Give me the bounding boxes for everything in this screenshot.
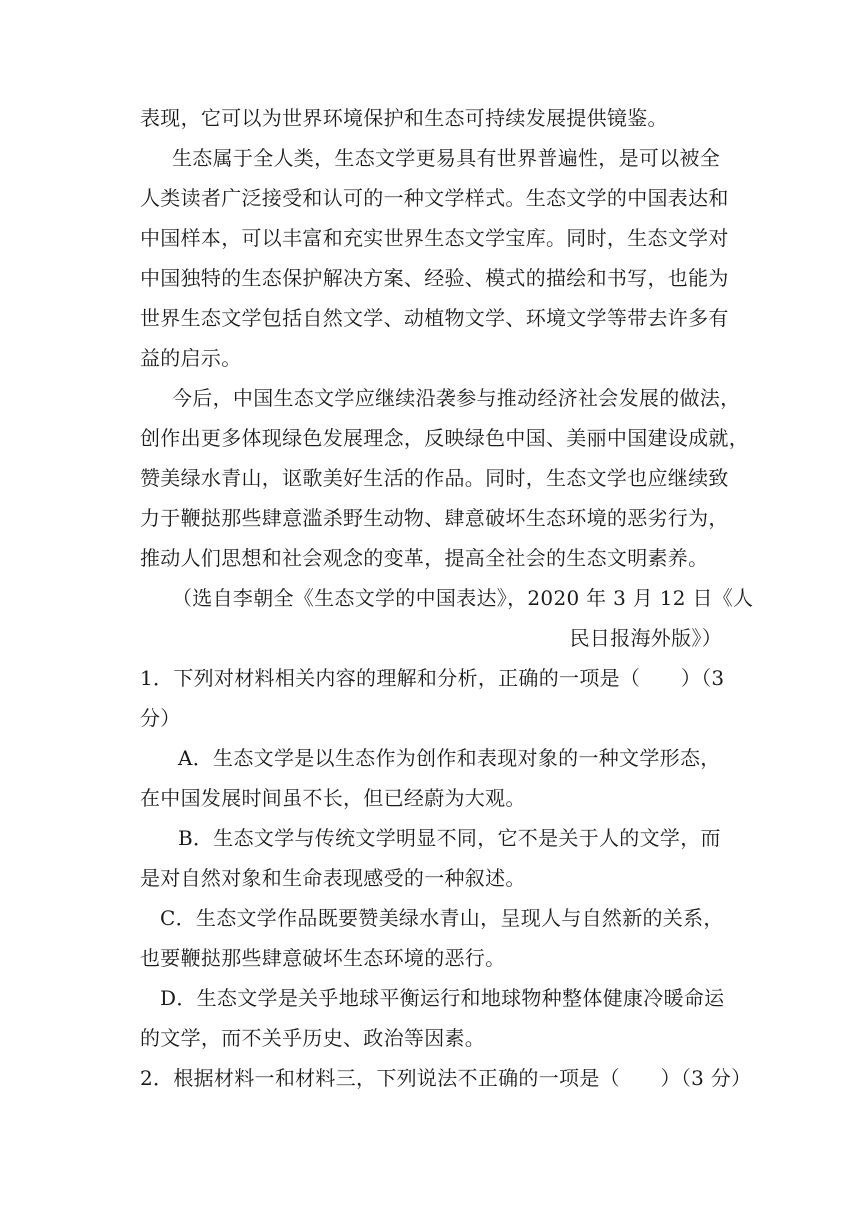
option-c: C．生态文学作品既要赞美绿水青山，呈现人与自然新的关系， — [160, 906, 724, 930]
option-a: 在中国发展时间虽不长，但已经蔚为大观。 — [140, 786, 526, 810]
paragraph-line: 推动人们思想和社会观念的变革，提高全社会的生态文明素养。 — [140, 546, 709, 570]
paragraph-line: 创作出更多体现绿色发展理念，反映绿色中国、美丽中国建设成就， — [140, 426, 749, 450]
paragraph-line: 中国独特的生态保护解决方案、经验、模式的描绘和书写，也能为 — [140, 266, 729, 290]
question-2-stem: 2．根据材料一和材料三，下列说法不正确的一项是（ ）（3 分） — [140, 1066, 752, 1090]
question-1-stem: 1．下列对材料相关内容的理解和分析，正确的一项是（ ）（3 — [140, 666, 725, 690]
paragraph-line: 生态属于全人类，生态文学更易具有世界普遍性，是可以被全 — [172, 146, 721, 170]
option-d: 的文学，而不关乎历史、政治等因素。 — [140, 1026, 486, 1050]
paragraph-line: 益的启示。 — [140, 346, 242, 370]
paragraph-line: 赞美绿水青山，讴歌美好生活的作品。同时，生态文学也应继续致 — [140, 466, 729, 490]
paragraph-line: 今后，中国生态文学应继续沿袭参与推动经济社会发展的做法， — [172, 386, 741, 410]
option-b: B．生态文学与传统文学明显不同，它不是关于人的文学，而 — [178, 826, 721, 850]
option-b: 是对自然对象和生命表现感受的一种叙述。 — [140, 866, 526, 890]
source-citation: （选自李朝全《生态文学的中国表达》，2020 年 3 月 12 日《人 — [172, 586, 754, 610]
option-a: A．生态文学是以生态作为创作和表现对象的一种文学形态， — [178, 746, 721, 770]
paragraph-line: 中国样本，可以丰富和充实世界生态文学宝库。同时，生态文学对 — [140, 226, 729, 250]
paragraph-line: 力于鞭挞那些肆意滥杀野生动物、肆意破坏生态环境的恶劣行为， — [140, 506, 729, 530]
paragraph-line: 表现，它可以为世界环境保护和生态可持续发展提供镜鉴。 — [140, 106, 668, 130]
source-citation-end: 民日报海外版》） — [569, 626, 722, 650]
paragraph-line: 人类读者广泛接受和认可的一种文学样式。生态文学的中国表达和 — [140, 186, 729, 210]
paragraph-line: 世界生态文学包括自然文学、动植物文学、环境文学等带去许多有 — [140, 306, 729, 330]
option-d: D．生态文学是关乎地球平衡运行和地球物种整体健康冷暖命运 — [160, 986, 725, 1010]
question-1-stem: 分） — [140, 706, 181, 730]
option-c: 也要鞭挞那些肆意破坏生态环境的恶行。 — [140, 946, 506, 970]
